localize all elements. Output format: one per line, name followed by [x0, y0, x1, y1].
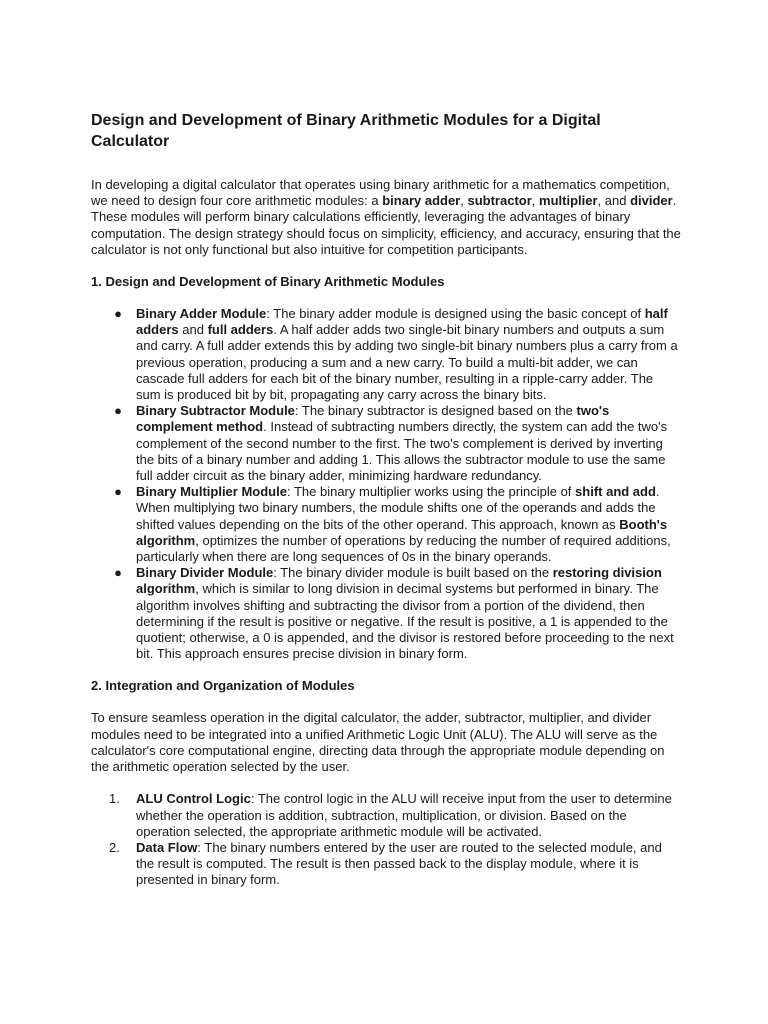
item-text: . When multiplying two binary numbers, the module shifts one of the operands and adds the shifted values depending on the bits of the other operand. This approach, known as — [136, 484, 660, 532]
item-term: restoring division algorithm — [136, 565, 662, 597]
intro-term-subtractor: subtractor — [467, 193, 532, 209]
bullet-icon: ● — [114, 484, 122, 500]
item-text: , which is similar to long division in decimal systems but performed in binary. The algorithm involves shifting and subtracting the divisor from a portion of the dividend, then determining if the result is positive or negative. If the result is positive, a 1 is appended to the quotient; otherwise, a 0 is appended, and the divisor is restored before proceeding to the next bit. This approach ensures precise division in binary form. — [136, 581, 674, 662]
intro-text: . These modules will perform binary calculations efficiently, leveraging the advantages of binary computation. The design strategy should focus on simplicity, efficiency, and accuracy, ensuring that the calculator is not only functional but also intuitive for competition participants. — [91, 193, 681, 257]
document-title: Design and Development of Binary Arithmetic Modules for a Digital Calculator — [91, 112, 601, 150]
item-term: half adders — [136, 306, 668, 338]
intro-paragraph — [91, 177, 681, 258]
item-text: , optimizes the number of operations by reducing the number of required additions, particularly when there are long sequences of 0s in the binary operands. — [136, 532, 671, 565]
list-item-multiplier — [91, 484, 681, 565]
item-term: Booth's algorithm — [136, 516, 668, 548]
item-text: . Instead of subtracting numbers directly, the system can add the two's complement of the second number to the first. The two's complement is derived by inverting the bits of a binary number and adding 1. This allows the subtractor module to use the same full adder circuit as the binary adder, minimizing hardware redundancy. — [136, 419, 668, 484]
bullet-icon: ● — [114, 306, 122, 322]
item-title: Binary Adder Module — [136, 306, 267, 322]
item-text: : The binary numbers entered by the user are routed to the selected module, and the result is computed. The result is then passed back to the display module, where it is presented in binary form. — [136, 839, 662, 888]
item-text: and — [178, 322, 208, 338]
intro-text: In developing a digital calculator that operates using binary arithmetic for a mathematics competition, we need to design four core arithmetic modules: a — [91, 177, 670, 209]
item-title: Data Flow — [136, 839, 198, 855]
intro-text: , — [460, 193, 468, 209]
list-number: 1. — [109, 791, 120, 807]
list-item-subtractor — [91, 403, 681, 484]
list-item-alu-control — [91, 791, 681, 840]
item-term: two's complement method — [136, 403, 610, 435]
item-title: ALU Control Logic — [136, 791, 251, 807]
item-title: Binary Multiplier Module — [136, 484, 287, 500]
bullet-icon: ● — [114, 403, 122, 419]
item-text: : The binary divider module is built based on the — [273, 565, 553, 581]
item-term: full adders — [207, 322, 274, 338]
item-text: : The control logic in the ALU will receive input from the user to determine whether the operation is addition, subtraction, multiplication, or division. Based on the operation selected, the appropriate arithmetic module will be activated. — [136, 791, 672, 839]
list-number: 2. — [109, 839, 120, 855]
intro-text: , and — [597, 193, 631, 209]
section2-heading: 2. Integration and Organization of Modules — [91, 678, 355, 694]
bullet-icon: ● — [114, 565, 122, 581]
list-item-divider — [91, 565, 681, 662]
intro-term-binary-adder: binary adder — [382, 193, 461, 209]
item-term: shift and add — [575, 484, 656, 500]
intro-term-multiplier: multiplier — [539, 193, 598, 209]
document-body — [91, 110, 681, 889]
section1-heading: 1. Design and Development of Binary Arithmetic Modules — [91, 274, 445, 290]
item-text: . A half adder adds two single-bit binary numbers and outputs a sum and carry. A full adder extends this by adding two single-bit binary numbers plus a carry from a previous operation, producing a sum and a new carry. To build a multi-bit adder, we can cascade full adders for each bit of the binary number, resulting in a ripple-carry adder. The sum is produced bit by bit, propagating any carry across the binary bits. — [136, 322, 678, 403]
item-text: : The binary subtractor is designed based on the — [294, 403, 577, 419]
intro-term-divider: divider — [630, 193, 673, 209]
integration-numbered-list — [91, 791, 681, 888]
module-bullet-list — [91, 306, 681, 662]
item-text: : The binary adder module is designed using the basic concept of — [266, 306, 645, 322]
section2-paragraph: To ensure seamless operation in the digital calculator, the adder, subtractor, multiplier, and divider modules need to be integrated into a unified Arithmetic Logic Unit (ALU). The ALU will serve as the calculator's core computational engine, directing data through the appropriate module depending on the arithmetic operation selected by the user. — [91, 710, 665, 775]
intro-text: , — [531, 193, 540, 209]
list-item-data-flow — [91, 840, 681, 889]
item-title: Binary Divider Module — [136, 565, 274, 581]
item-title: Binary Subtractor Module — [136, 403, 295, 419]
item-text: : The binary multiplier works using the principle of — [286, 484, 576, 500]
list-item-adder — [91, 306, 681, 403]
